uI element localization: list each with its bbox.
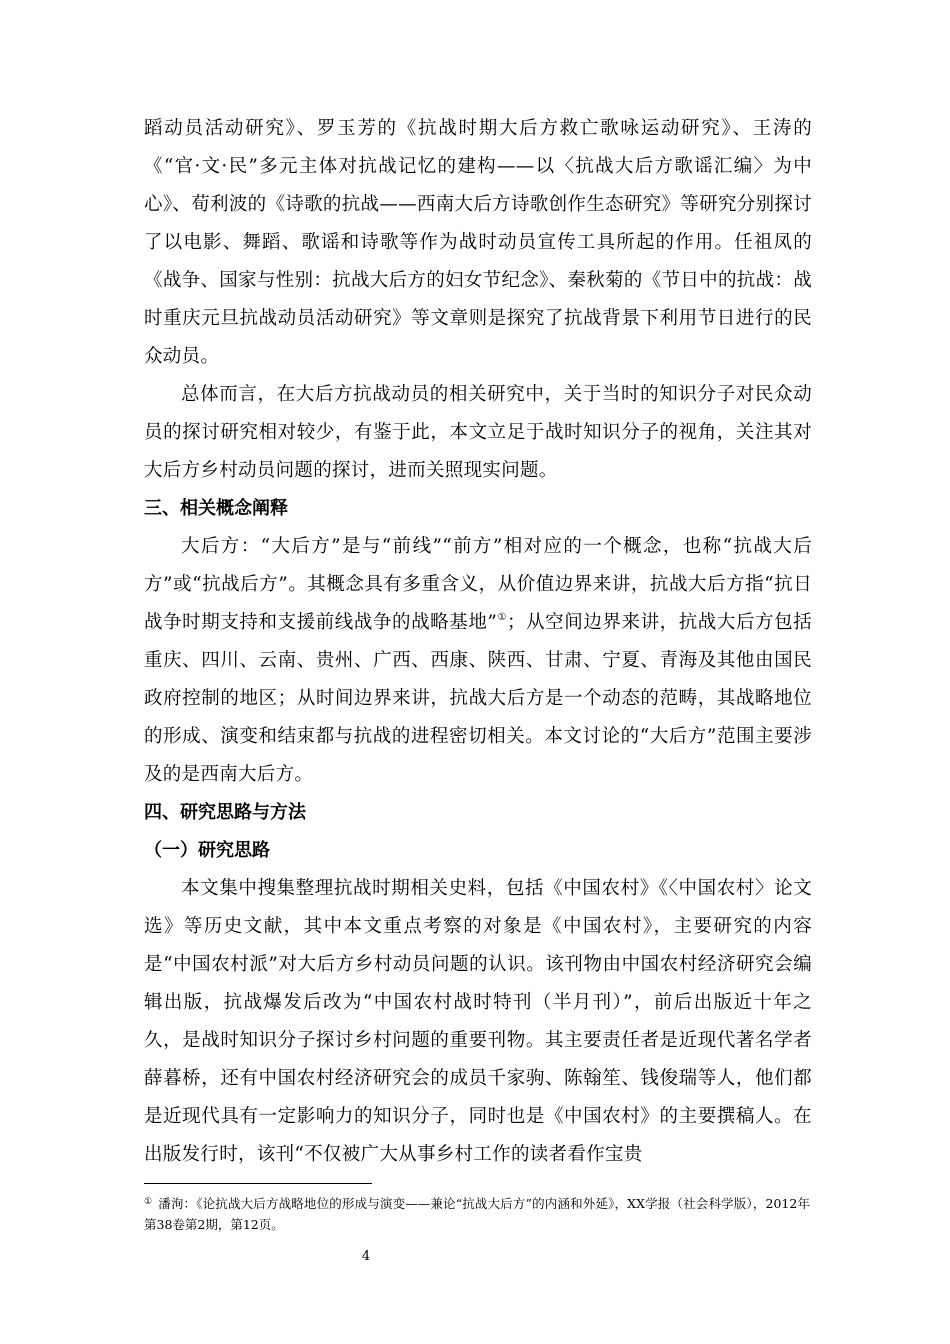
paragraph-concept bbox=[144, 528, 812, 794]
paragraph-concept-part-2: ；从空间边界来讲，抗战大后方包括重庆、四川、云南、贵州、广西、西康、陕西、甘肃、宁夏、青海及其他由国民政府控制的地区；从时间边界来讲，抗战大后方是一个动态的范畴，其战略地位的形成、演变和结束都与抗战的进程密切相关。本文讨论的“大后方”范围主要涉及的是西南大后方。 bbox=[144, 612, 812, 785]
footnote-text: 潘洵：《论抗战大后方战略地位的形成与演变——兼论“抗战大后方”的内涵和外延》，XX学报（社会科学版），2012年第38卷第2期，第12页。 bbox=[144, 1196, 810, 1232]
page-number: 4 bbox=[361, 1249, 371, 1264]
paragraph-concept-part-1: 大后方：“大后方”是与“前线”“前方”相对应的一个概念，也称“抗战大后方”或“抗战后方”。其概念具有多重含义，从价值边界来讲，抗战大后方指“抗日战争时期支持和支援前线战争的战略基地” bbox=[144, 536, 812, 633]
paragraph-research-approach: 本文集中搜集整理抗战时期相关史料，包括《中国农村》《〈中国农村〉论文选》等历史文献，其中本文重点考察的对象是《中国农村》，主要研究的内容是“中国农村派”对大后方乡村动员问题的认识。该刊物由中国农村经济研究会编辑出版，抗战爆发后改为“中国农村战时特刊（半月刊）”，前后出版近十年之久，是战时知识分子探讨乡村问题的重要刊物。其主要责任者是近现代著名学者薛暮桥，还有中国农村经济研究会的成员千家驹、陈翰笙、钱俊瑞等人，他们都是近现代具有一定影响力的知识分子，同时也是《中国农村》的主要撰稿人。在出版发行时，该刊“不仅被广大从事乡村工作的读者看作宝贵 bbox=[144, 878, 812, 1165]
heading-section-4: 四、研究思路与方法 bbox=[144, 802, 306, 823]
footnote-marker: ① bbox=[144, 1197, 153, 1207]
heading-subsection-4-1: （一）研究思路 bbox=[144, 840, 270, 861]
footnote bbox=[144, 1193, 810, 1235]
heading-section-3: 三、相关概念阐释 bbox=[144, 498, 288, 519]
body-text bbox=[144, 110, 812, 1174]
footnote-reference[interactable]: ① bbox=[497, 612, 508, 623]
footnote-divider bbox=[144, 1183, 372, 1184]
paragraph-continuation: 蹈动员活动研究》、罗玉芳的《抗战时期大后方救亡歌咏运动研究》、王涛的《“官·文·民”多元主体对抗战记忆的建构——以〈抗战大后方歌谣汇编〉为中心》、荀利波的《诗歌的抗战——西南大后方诗歌创作生态研究》等研究分别探讨了以电影、舞蹈、歌谣和诗歌等作为战时动员宣传工具所起的作用。任祖凤的《战争、国家与性别：抗战大后方的妇女节纪念》、秦秋菊的《节日中的抗战：战时重庆元旦抗战动员活动研究》等文章则是探究了抗战背景下利用节日进行的民众动员。 bbox=[144, 118, 812, 367]
paragraph-summary: 总体而言，在大后方抗战动员的相关研究中，关于当时的知识分子对民众动员的探讨研究相对较少，有鉴于此，本文立足于战时知识分子的视角，关注其对大后方乡村动员问题的探讨，进而关照现实问题。 bbox=[144, 384, 812, 481]
